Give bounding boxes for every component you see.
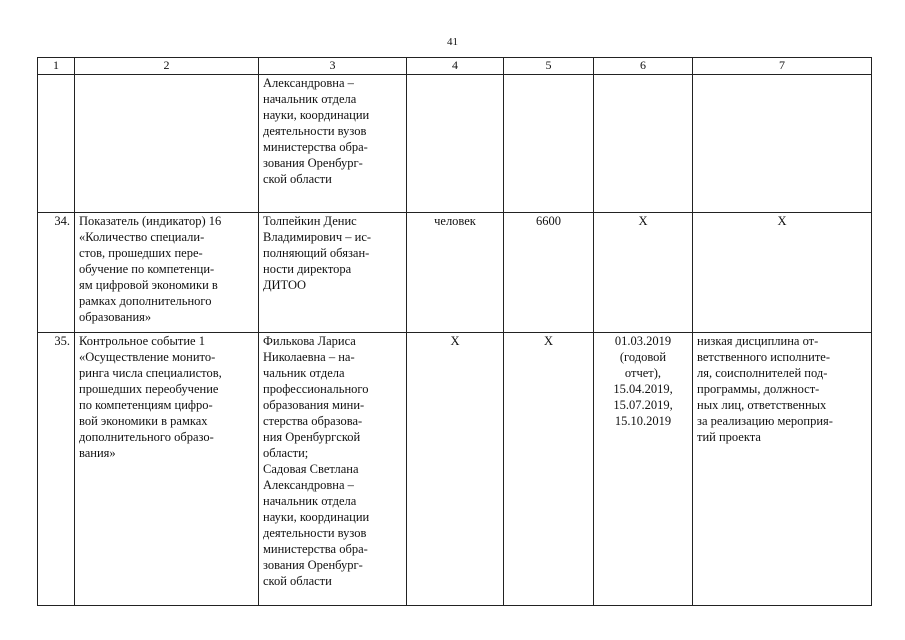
responsible-cell: Александровна – начальник отдела науки, координации деятельности вузов министерства обра- зования Оренбург- ской области bbox=[259, 75, 407, 213]
column-header: 7 bbox=[693, 58, 872, 75]
unit-cell: Х bbox=[407, 333, 504, 606]
row-number-cell: 34. bbox=[38, 213, 75, 333]
table-row bbox=[38, 333, 872, 606]
responsible-cell: Толпейкин Денис Владимирович – ис- полняющий обязан- ности директора ДИТОО bbox=[259, 213, 407, 333]
document-table bbox=[37, 57, 872, 606]
table-row bbox=[38, 75, 872, 213]
value-cell: 6600 bbox=[504, 213, 594, 333]
row-number-cell: 35. bbox=[38, 333, 75, 606]
column-header: 5 bbox=[504, 58, 594, 75]
column-header: 2 bbox=[75, 58, 259, 75]
date-cell: 01.03.2019 (годовой отчет), 15.04.2019, 15.07.2019, 15.10.2019 bbox=[594, 333, 693, 606]
value-cell: Х bbox=[504, 333, 594, 606]
description-cell: Контрольное событие 1 «Осуществление монито- ринга числа специалистов, прошедших переобучение по компетенциям цифро- вой экономики в рамках дополнительного образо- вания» bbox=[75, 333, 259, 606]
date-cell: Х bbox=[594, 213, 693, 333]
column-header: 4 bbox=[407, 58, 504, 75]
column-header: 6 bbox=[594, 58, 693, 75]
description-cell bbox=[75, 75, 259, 213]
table-header-row bbox=[38, 58, 872, 75]
page-number: 41 bbox=[447, 36, 458, 48]
unit-cell bbox=[407, 75, 504, 213]
risk-cell bbox=[693, 75, 872, 213]
table-row bbox=[38, 213, 872, 333]
description-cell: Показатель (индикатор) 16 «Количество специали- стов, прошедших пере- обучение по компетенци- ям цифровой экономики в рамках дополнительного образования» bbox=[75, 213, 259, 333]
column-header: 1 bbox=[38, 58, 75, 75]
risk-cell: Х bbox=[693, 213, 872, 333]
unit-cell: человек bbox=[407, 213, 504, 333]
date-cell bbox=[594, 75, 693, 213]
column-header: 3 bbox=[259, 58, 407, 75]
responsible-cell: Филькова Лариса Николаевна – на- чальник отдела профессионального образования мини- стерства образова- ния Оренбургской области; Садовая Светлана Александровна – начальник отдела науки, координации деятельности вузов министерства обра- зования Оренбург- ской области bbox=[259, 333, 407, 606]
risk-cell: низкая дисциплина от- ветственного исполните- ля, соисполнителей под- программы, должност- ных лиц, ответственных за реализацию мероприя- тий проекта bbox=[693, 333, 872, 606]
value-cell bbox=[504, 75, 594, 213]
row-number-cell bbox=[38, 75, 75, 213]
